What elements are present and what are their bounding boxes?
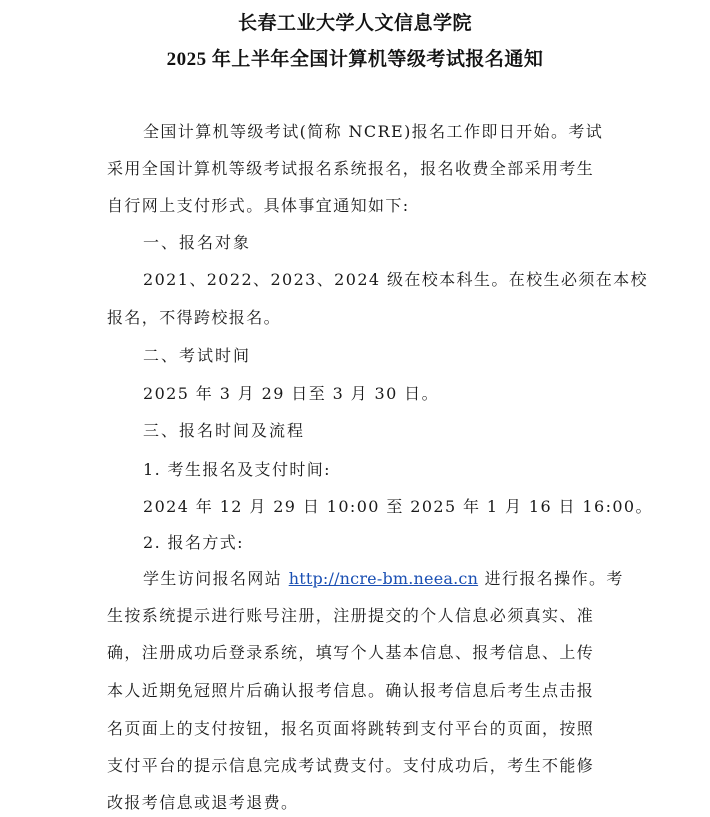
section3-sub2-line4: 本人近期免冠照片后确认报考信息。确认报考信息后考生点击报: [107, 681, 595, 700]
section3-sub2-heading: 2. 报名方式:: [143, 533, 244, 552]
section3-sub2-line6: 支付平台的提示信息完成考试费支付。支付成功后，考生不能修: [107, 756, 595, 775]
section3-sub2-line7: 改报考信息或退考退费。: [107, 793, 299, 812]
intro-line2: 采用全国计算机等级考试报名系统报名，报名收费全部采用考生: [107, 159, 595, 178]
section3-sub1-heading: 1. 考生报名及支付时间:: [143, 460, 331, 479]
section3-sub2-line5: 名页面上的支付按钮，报名页面将跳转到支付平台的页面，按照: [107, 719, 595, 738]
section3-sub2-line1: [143, 568, 624, 590]
section1-line1: 2021、2022、2023、2024 级在校本科生。在校生必须在本校: [143, 270, 648, 289]
registration-site-link[interactable]: http://ncre-bm.neea.cn: [288, 569, 479, 588]
section2-heading: 二、考试时间: [143, 346, 252, 365]
section3-sub2-line3: 确，注册成功后登录系统，填写个人基本信息、报考信息、上传: [107, 643, 595, 662]
intro-line1: 全国计算机等级考试(简称 NCRE)报名工作即日开始。考试: [143, 122, 604, 141]
section2-line1: 2025 年 3 月 29 日至 3 月 30 日。: [143, 384, 439, 403]
sub2-line1-after: 进行报名操作。考: [478, 569, 624, 588]
sub2-line1-before: 学生访问报名网站: [143, 569, 289, 588]
section3-heading: 三、报名时间及流程: [143, 421, 306, 440]
section1-heading: 一、报名对象: [143, 233, 252, 252]
section3-sub2-line2: 生按系统提示进行账号注册，注册提交的个人信息必须真实、准: [107, 606, 595, 625]
section3-sub1-line: 2024 年 12 月 29 日 10:00 至 2025 年 1 月 16 日 16:00。: [143, 497, 653, 516]
doc-title-line1: 长春工业大学人文信息学院: [237, 13, 472, 34]
intro-line3: 自行网上支付形式。具体事宜通知如下:: [107, 196, 410, 215]
section1-line2: 报名，不得跨校报名。: [107, 308, 282, 327]
doc-title-line2: 2025 年上半年全国计算机等级考试报名通知: [166, 49, 544, 70]
